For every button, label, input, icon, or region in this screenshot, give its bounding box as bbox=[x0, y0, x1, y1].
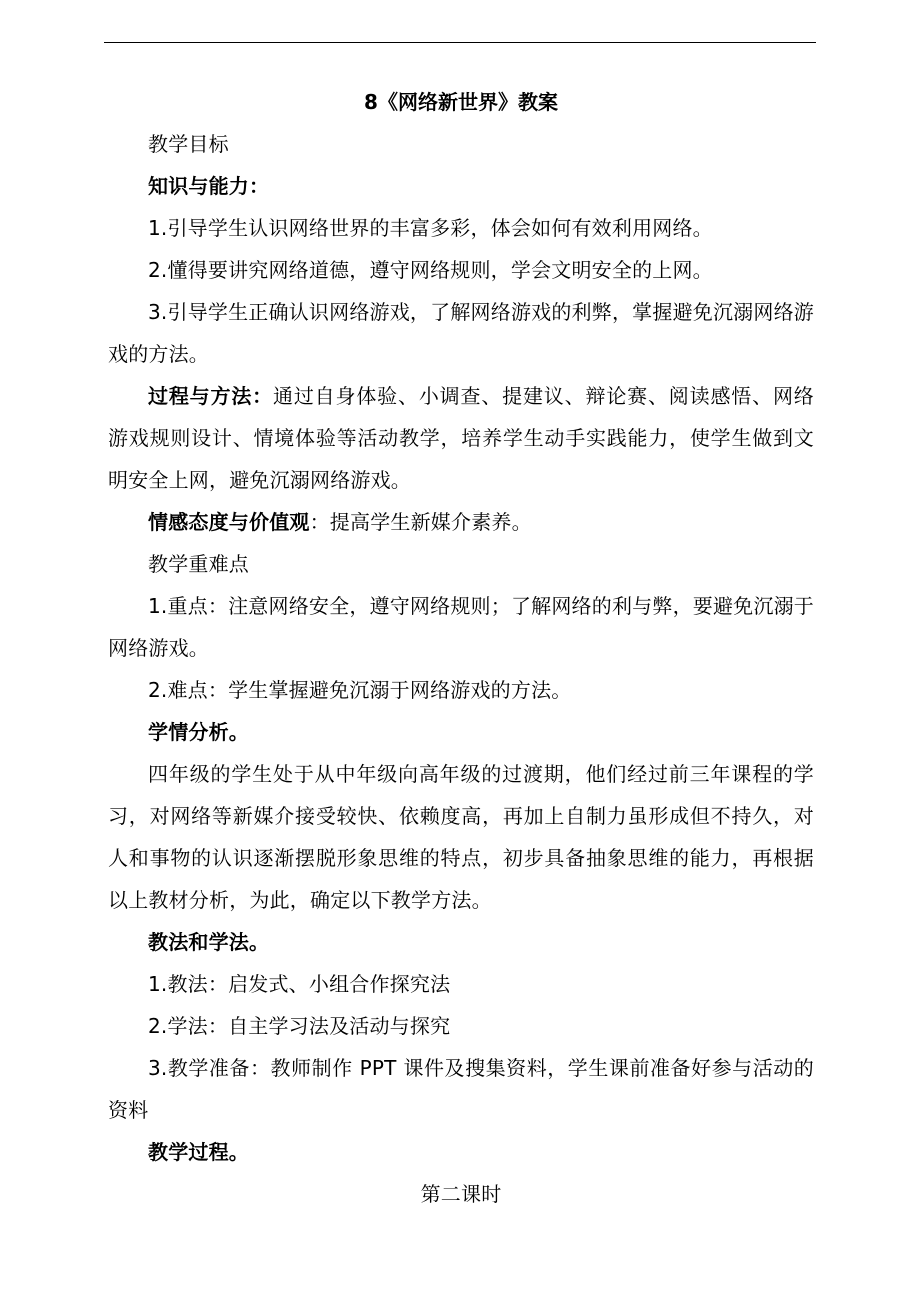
knowledge-item-2: 2.懂得要讲究网络道德，遵守网络规则，学会文明安全的上网。 bbox=[148, 258, 713, 282]
key-point-1: 1.重点：注意网络安全，遵守网络规则；了解网络的利与弊，要避免沉溺于网络游戏。 bbox=[108, 594, 814, 660]
session-label: 第二课时 bbox=[420, 1182, 502, 1206]
process-method-label: 过程与方法： bbox=[148, 384, 273, 408]
process-method-paragraph bbox=[108, 375, 814, 501]
key-point-2: 2.难点：学生掌握避免沉溺于网络游戏的方法。 bbox=[148, 678, 572, 702]
knowledge-heading: 知识与能力： bbox=[148, 174, 270, 198]
methods-heading: 教法和学法。 bbox=[148, 930, 270, 954]
key-points-heading: 教学重难点 bbox=[148, 552, 249, 576]
knowledge-item-3: 3.引导学生正确认识网络游戏，了解网络游戏的利弊，掌握避免沉溺网络游戏的方法。 bbox=[108, 300, 814, 366]
method-item-3: 3.教学准备：教师制作 PPT 课件及搜集资料，学生课前准备好参与活动的资料 bbox=[108, 1056, 814, 1122]
analysis-heading: 学情分析。 bbox=[148, 720, 249, 744]
analysis-text: 四年级的学生处于从中年级向高年级的过渡期，他们经过前三年课程的学习，对网络等新媒介接受较快、依赖度高，再加上自制力虽形成但不持久，对人和事物的认识逐渐摆脱形象思维的特点，初步具备抽象思维的能力，再根据以上教材分析，为此，确定以下教学方法。 bbox=[108, 762, 814, 912]
header-rule bbox=[104, 42, 816, 43]
document-body bbox=[108, 123, 814, 1215]
process-method-text: 通过自身体验、小调查、提建议、辩论赛、阅读感悟、网络游戏规则设计、情境体验等活动教学，培养学生动手实践能力，使学生做到文明安全上网，避免沉溺网络游戏。 bbox=[108, 384, 815, 492]
method-item-1: 1.教法：启发式、小组合作探究法 bbox=[148, 972, 451, 996]
emotion-text: ：提高学生新媒介素养。 bbox=[309, 510, 532, 534]
procedure-heading: 教学过程。 bbox=[148, 1140, 249, 1164]
emotion-paragraph bbox=[108, 501, 814, 543]
knowledge-item-1: 1.引导学生认识网络世界的丰富多彩，体会如何有效利用网络。 bbox=[148, 216, 713, 240]
emotion-label: 情感态度与价值观 bbox=[148, 510, 310, 534]
method-item-2: 2.学法：自主学习法及活动与探究 bbox=[148, 1014, 451, 1038]
document-title: 8《网络新世界》教案 bbox=[364, 90, 558, 114]
goals-heading: 教学目标 bbox=[148, 132, 229, 156]
